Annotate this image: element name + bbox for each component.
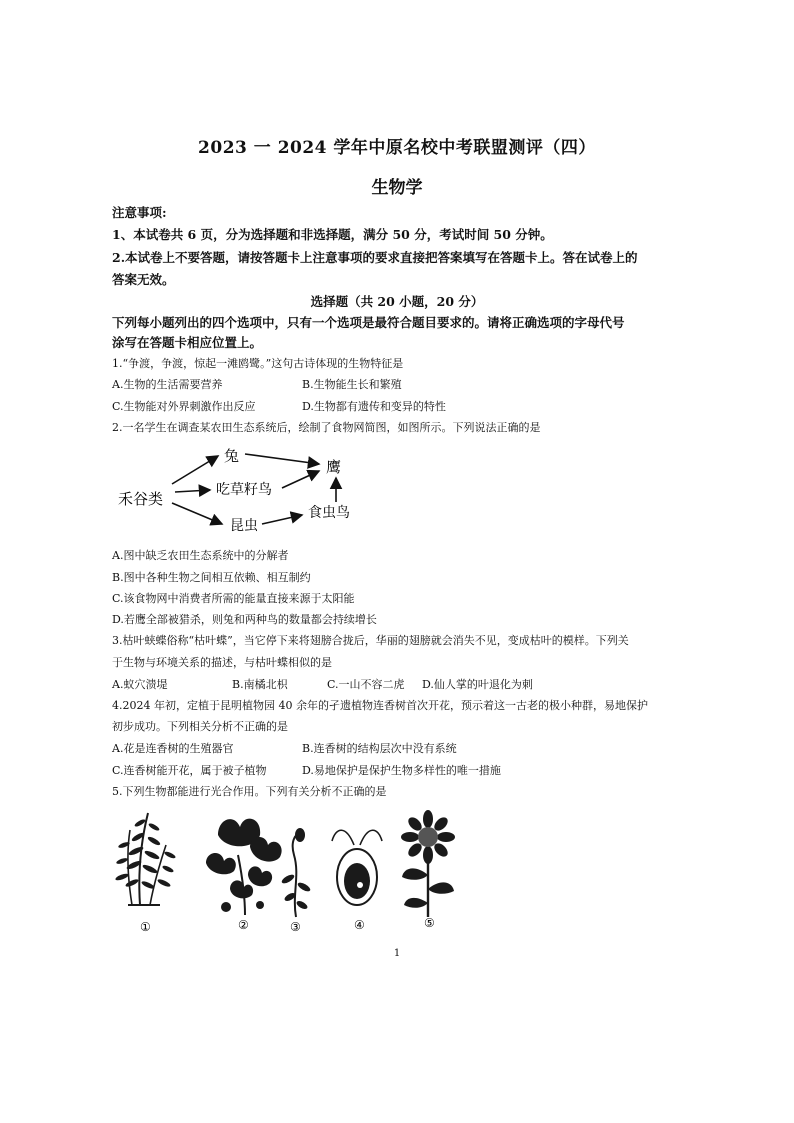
- question-3-stem-b: 于生物与环境关系的描述，与枯叶蝶相似的是: [112, 656, 332, 669]
- question-4-option-a: A.花是连香树的生殖器官: [112, 742, 234, 755]
- seedling-illustration: [280, 828, 311, 917]
- question-2-stem: 2.一名学生在调查某农田生态系统后，绘制了食物网简图，如图所示。下列说法正确的是: [112, 421, 541, 434]
- node-insect: 昆虫: [230, 518, 258, 534]
- subject-title: 生物学: [371, 178, 423, 198]
- question-1-stem: 1.“争渡，争渡，惊起一滩鸥鹭。”这句古诗体现的生物特征是: [112, 357, 404, 370]
- question-3-option-d: D.仙人掌的叶退化为刺: [422, 678, 533, 691]
- notice-line-2b: 答案无效。: [112, 272, 175, 287]
- sunflower-illustration: [401, 810, 455, 917]
- question-5-stem: 5.下列生物都能进行光合作用。下列有关分析不正确的是: [112, 785, 387, 798]
- node-eagle: 鹰: [326, 458, 342, 476]
- question-1-option-b: B.生物能生长和繁殖: [302, 378, 402, 391]
- arrow-grain-seedbird: [175, 490, 210, 492]
- section-instruction-b: 涂写在答题卡相应位置上。: [112, 335, 263, 350]
- chlamydomonas-illustration: [332, 830, 382, 905]
- question-2-option-b: B.图中各种生物之间相互依赖、相互制约: [112, 571, 311, 584]
- plant-label-3: ③: [290, 920, 301, 934]
- notice-line-1: 1、本试卷共 6 页，分为选择题和非选择题，满分 50 分，考试时间 50 分钟。: [112, 227, 553, 242]
- plant-label-2: ②: [238, 918, 249, 932]
- question-3-option-c: C.一山不容二虎: [327, 678, 405, 691]
- arrow-grain-rabbit: [172, 456, 218, 484]
- question-1-option-d: D.生物都有遗传和变异的特性: [302, 400, 446, 413]
- arrow-rabbit-eagle: [245, 454, 319, 464]
- question-3-option-a: A.蚁穴溃堤: [112, 678, 168, 691]
- notice-line-2a: 2.本试卷上不要答题，请按答题卡上注意事项的要求直接把答案填写在答题卡上。答在试卷上的: [112, 250, 638, 265]
- notice-heading: 注意事项:: [112, 205, 167, 220]
- plant-label-5: ⑤: [424, 916, 435, 930]
- question-1-option-a: A.生物的生活需要营养: [112, 378, 223, 391]
- page-number: 1: [393, 948, 401, 959]
- arrow-seedbird-eagle: [282, 471, 319, 488]
- question-2-option-c: C.该食物网中消费者所需的能量直接来源于太阳能: [112, 592, 355, 605]
- question-4-option-d: D.易地保护是保护生物多样性的唯一措施: [302, 764, 501, 777]
- plant-label-1: ①: [140, 920, 151, 934]
- arrow-grain-insect: [172, 503, 222, 524]
- question-1-option-c: C.生物能对外界刺激作出反应: [112, 400, 256, 413]
- node-insect-eating-bird: 食虫鸟: [308, 505, 350, 521]
- question-4-stem-a: 4.2024 年初，定植于昆明植物园 40 余年的孑遗植物连香树首次开花，预示着这一古老的极小种群，易地保护: [112, 699, 648, 712]
- question-4-option-b: B.连香树的结构层次中没有系统: [302, 742, 457, 755]
- plant-label-4: ④: [354, 918, 365, 932]
- question-2-option-a: A.图中缺乏农田生态系统中的分解者: [112, 549, 289, 562]
- ginkgo-illustration: [206, 819, 282, 915]
- node-grain: 禾谷类: [118, 490, 164, 508]
- question-3-stem-a: 3.枯叶蛱蝶俗称“枯叶蝶”，当它停下来将翅膀合拢后，华丽的翅膀就会消失不见，变成枯叶的模样。下列关: [112, 634, 629, 647]
- food-web-diagram: [112, 440, 372, 540]
- question-3-option-b: B.南橘北枳: [232, 678, 288, 691]
- question-4-stem-b: 初步成功。下列相关分析不正确的是: [112, 720, 288, 733]
- page-title: 2023 一 2024 学年中原名校中考联盟测评（四）: [198, 138, 596, 158]
- question-2-option-d: D.若鹰全部被猎杀，则兔和两种鸟的数量都会持续增长: [112, 613, 377, 626]
- node-seed-eating-bird: 吃草籽鸟: [216, 482, 272, 498]
- fern-illustration: [115, 813, 177, 905]
- arrow-insect-insectbird: [262, 515, 302, 524]
- question-4-option-c: C.连香树能开花，属于被子植物: [112, 764, 267, 777]
- plants-figure: [110, 805, 460, 935]
- section-instruction-a: 下列每小题列出的四个选项中，只有一个选项是最符合题目要求的。请将正确选项的字母代号: [112, 315, 625, 330]
- section-title: 选择题（共 20 小题，20 分）: [310, 294, 484, 309]
- node-rabbit: 兔: [224, 447, 240, 465]
